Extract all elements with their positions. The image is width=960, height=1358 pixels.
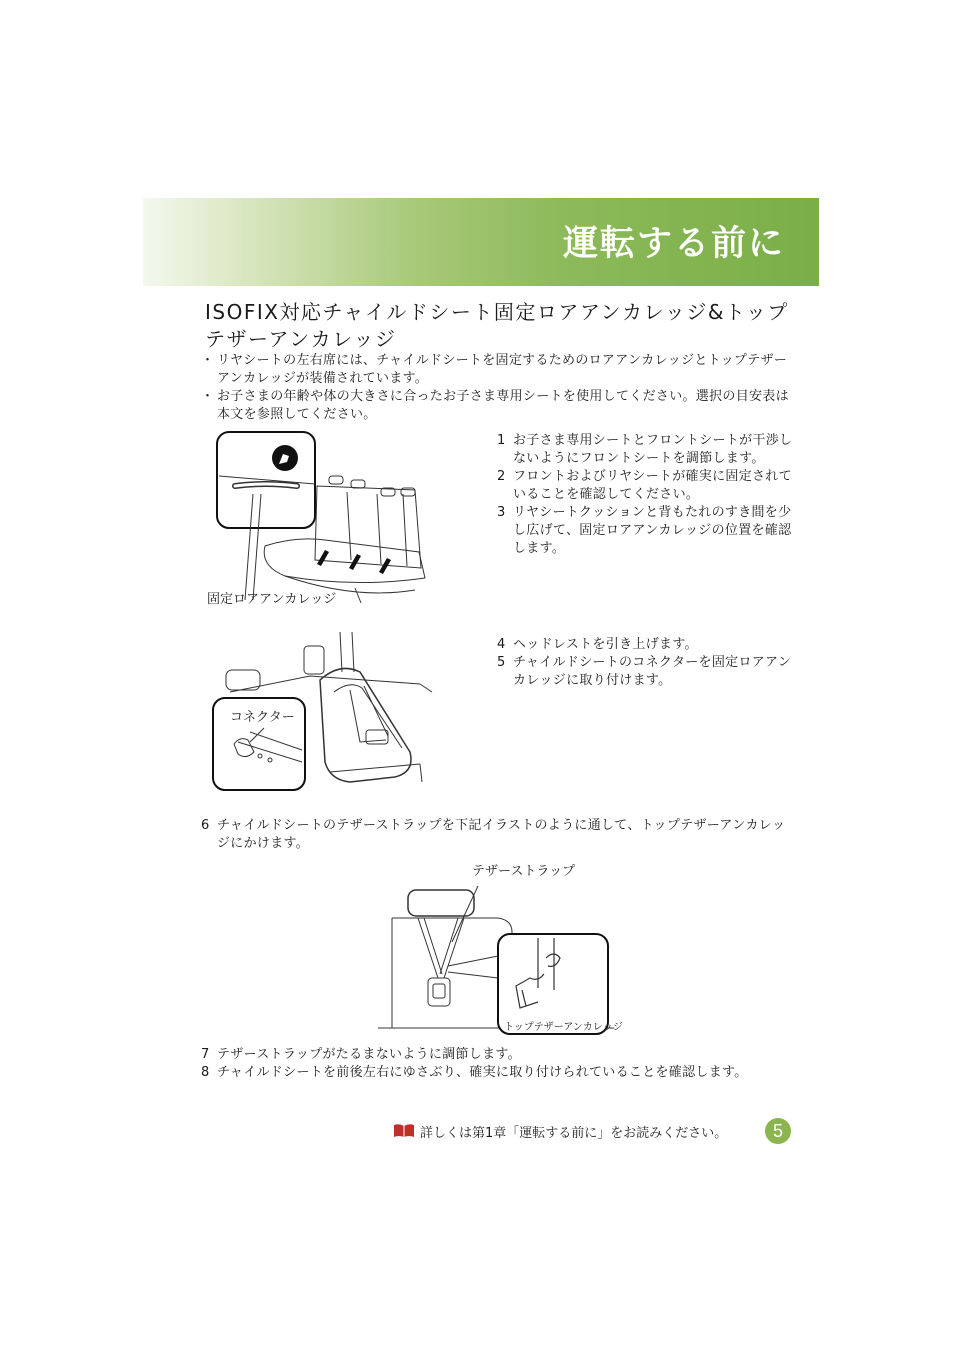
intro-bullet: ・ お子さまの年齢や体の大きさに合ったお子さま専用シートを使用してください。選択の目安表は本文を参照してください。	[205, 388, 795, 424]
section-title: ISOFIX対応チャイルドシート固定ロアアンカレッジ&トップテザーアンカレッジ	[205, 300, 789, 351]
step-item: 2 フロントおよびリヤシートが確実に固定されていることを確認してください。	[497, 469, 792, 502]
step-item: 6 チャイルドシートのテザーストラップを下記イラストのように通して、トップテザーアンカレッジにかけます。	[201, 818, 786, 851]
connector-label: コネクター	[230, 710, 295, 725]
page-number-badge: 5	[765, 1118, 791, 1144]
tether-strap-label: テザーストラップ	[472, 864, 576, 879]
top-tether-anchorage-label: トップテザーアンカレッジ	[504, 1022, 623, 1033]
step-item: 4 ヘッドレストを引き上げます。	[497, 637, 698, 652]
step-item: 5 チャイルドシートのコネクターを固定ロアアンカレッジに取り付けます。	[497, 655, 792, 688]
step-6	[201, 817, 796, 853]
rear-seat-anchorage-illustration	[205, 428, 440, 608]
tether-strap-illustration	[378, 878, 614, 1038]
chapter-title: 運転する前に	[562, 224, 785, 264]
intro-bullet: ・ リヤシートの左右席には、チャイルドシートを固定するためのロアアンカレッジとトップテザーアンカレッジが装備されています。	[205, 352, 795, 388]
step-item: 7 テザーストラップがたるまないように調節します。	[201, 1047, 521, 1062]
step-item: 3 リヤシートクッションと背もたれのすき間を少し広げて、固定ロアアンカレッジの位置を確認します。	[497, 505, 792, 556]
intro-bullet-list	[205, 352, 795, 424]
lower-anchorage-label: 固定ロアアンカレッジ	[207, 592, 337, 607]
steps-1-3	[497, 432, 797, 558]
step-item: 1 お子さま専用シートとフロントシートが干渉しないようにフロントシートを調節します。	[497, 433, 793, 466]
step-item: 8 チャイルドシートを前後左右にゆさぶり、確実に取り付けられていることを確認します。	[201, 1065, 748, 1080]
steps-4-5	[497, 636, 797, 690]
chapter-header-band	[143, 198, 819, 286]
reference-note: 詳しくは第1章「運転する前に」をお読みください。	[420, 1126, 728, 1141]
steps-7-8	[201, 1046, 796, 1082]
book-icon	[393, 1122, 415, 1138]
